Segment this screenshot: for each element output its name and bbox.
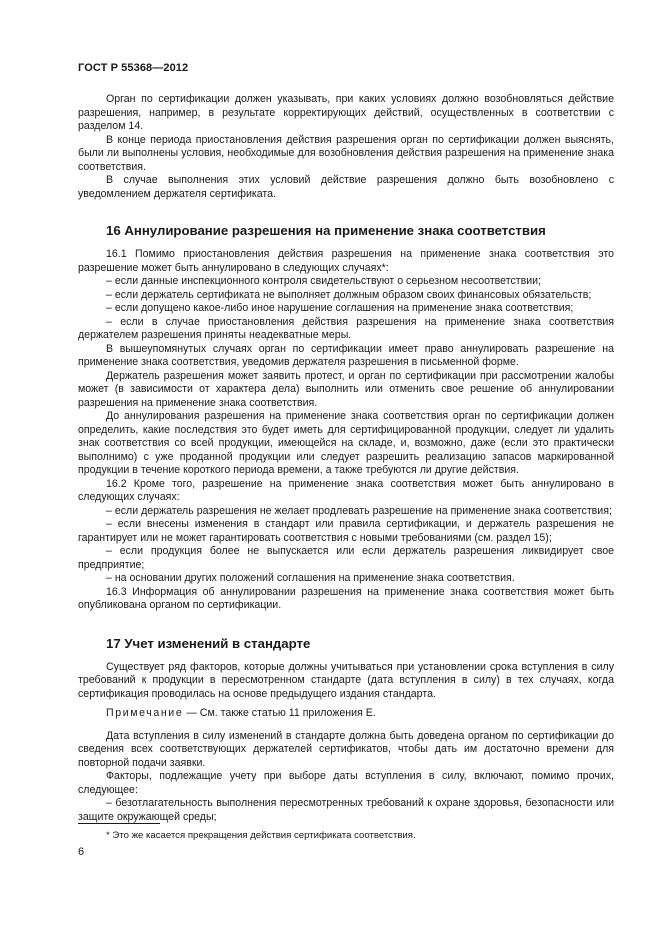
paragraph: До аннулирования разрешения на применение знака соответствия орган по сертификации должен определить, какие последствия это будет иметь для сертифицированной продукции, следует ли удалить знак соответствия со всей продукции, имеющейся на складе, и, возможно, даже (если это практически выполнимо) с уже проданной продукции или следует разрешить реализацию запасов маркированной продукции в течение короткого периода времени, а также требуются ли другие действия.: [78, 410, 614, 476]
clause-16-1: 16.1 Помимо приостановления действия разрешения на применение знака соответствия это разрешение может быть аннулировано в следующих случаях*:: [78, 248, 614, 274]
note-text: — См. также статью 11 приложения Е.: [183, 707, 376, 719]
page-number: 6: [78, 846, 85, 858]
intro-paragraph-3: В случае выполнения этих условий действие разрешения должно быть возобновлено с уведомлением держателя сертификата.: [78, 174, 614, 200]
document-header: ГОСТ Р 55368—2012: [78, 62, 189, 74]
list-item: – если допущено какое-либо иное нарушение соглашения на применение знака соответствия;: [106, 302, 574, 314]
footnote: * Это же касается прекращения действия сертификата соответствия.: [106, 830, 416, 841]
list-item: – если держатель разрешения не желает продлевать разрешение на применение знака соответствия;: [106, 504, 612, 517]
list-item: – безотлагательность выполнения пересмотренных требований к охране здоровья, безопасности или защите окружающей среды;: [78, 797, 614, 823]
clause-16-2: 16.2 Кроме того, разрешение на применение знака соответствия может быть аннулировано в следующих случаях:: [78, 477, 614, 503]
paragraph: Факторы, подлежащие учету при выборе даты вступления в силу, включают, помимо прочих, следующее:: [78, 770, 614, 796]
page-body: [78, 93, 614, 824]
intro-paragraph-2: В конце периода приостановления действия разрешения орган по сертификации должен выяснять, были ли выполнены условия, необходимые для возобновления действия разрешения на применение знака соответствия.: [78, 133, 614, 173]
paragraph: Существует ряд факторов, которые должны учитываться при установлении срока вступления в силу требований к продукции в пересмотренном стандарте (дата вступления в силу) в тех случаях, когда сертификация проводилась на основе предыдущего издания стандарта.: [78, 660, 614, 700]
intro-paragraph-1: Орган по сертификации должен указывать, при каких условиях должно возобновляться действие разрешения, например, в результате корректирующих действий, осуществленных в соответствии с разделом 14.: [78, 93, 614, 132]
note-label: Примечание: [106, 707, 184, 719]
paragraph: Дата вступления в силу изменений в стандарте должна быть доведена органом по сертификации до сведения всех соответствующих держателей сертификатов, чтобы дать им достаточно времени для повторной подачи заявки.: [78, 729, 614, 769]
paragraph: В вышеупомянутых случаях орган по сертификации имеет право аннулировать разрешение на применение знака соответствия, уведомив держателя разрешения в письменной форме.: [78, 342, 614, 368]
footnote-divider: [78, 823, 160, 824]
clause-16-3: 16.3 Информация об аннулировании разрешения на применение знака соответствия может быть опубликована органом по сертификации.: [78, 585, 614, 611]
list-item: – если внесены изменения в стандарт или правила сертификации, и держатель разрешения не гарантирует или не может гарантировать соответствия с новыми требованиями (см. раздел 15);: [78, 518, 614, 544]
list-item: – на основании других положений соглашения на применение знака соответствия.: [106, 572, 515, 584]
list-item: – если продукция более не выпускается или если держатель разрешения ликвидирует свое предприятие;: [78, 545, 614, 571]
list-item: – если держатель сертификата не выполняет должным образом своих финансовых обязательств;: [106, 288, 592, 301]
paragraph: Держатель разрешения может заявить протест, и орган по сертификации при рассмотрении жалобы может (в зависимости от характера дела) выполнить или отменить свое решение об аннулировании разрешения на применение знака соответствия.: [78, 369, 614, 409]
section-17-heading: 17 Учет изменений в стандарте: [106, 635, 311, 651]
list-item: – если в случае приостановления действия разрешения на применение знака соответствия держателем разрешения приняты неадекватные меры.: [78, 315, 614, 341]
note: [78, 707, 614, 721]
list-item: – если данные инспекционного контроля свидетельствуют о серьезном несоответствии;: [106, 275, 542, 287]
section-16-heading: 16 Аннулирование разрешения на применение знака соответствия: [106, 223, 546, 238]
